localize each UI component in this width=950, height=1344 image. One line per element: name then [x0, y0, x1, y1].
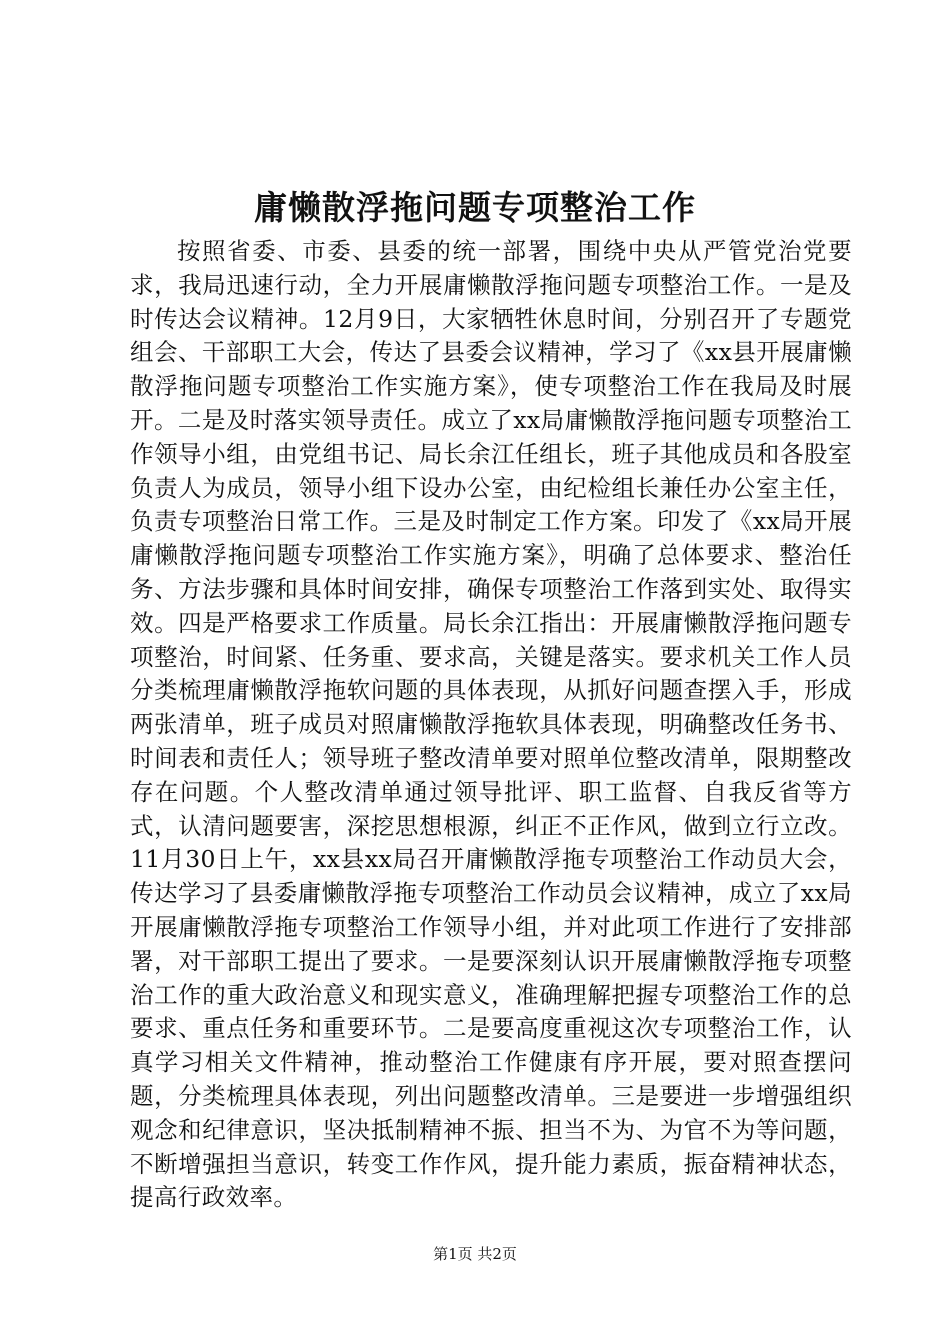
document-title: 庸懒散浮拖问题专项整治工作: [254, 188, 696, 227]
page-footer: 第1页 共2页: [433, 1245, 517, 1263]
document-body: 按照省委、市委、县委的统一部署，围绕中央从严管党治党要求，我局迅速行动，全力开展庸懒散浮拖问题专项整治工作。一是及时传达会议精神。12月9日，大家牺牲休息时间，分别召开了专题党组会、干部职工大会，传达了县委会议精神，学习了《xx县开展庸懒散浮拖问题专项整治工作实施方案》，使专项整治工作在我局及时展开。二是及时落实领导责任。成立了xx局庸懒散浮拖问题专项整治工作领导小组，由党组书记、局长余江任组长，班子其他成员和各股室负责人为成员，领导小组下设办公室，由纪检组长兼任办公室主任，负责专项整治日常工作。三是及时制定工作方案。印发了《xx局开展庸懒散浮拖问题专项整治工作实施方案》，明确了总体要求、整治任务、方法步骤和具体时间安排，确保专项整治工作落到实处、取得实效。四是严格要求工作质量。局长余江指出：开展庸懒散浮拖问题专项整治，时间紧、任务重、要求高，关键是落实。要求机关工作人员分类梳理庸懒散浮拖软问题的具体表现，从抓好问题查摆入手，形成两张清单，班子成员对照庸懒散浮拖软具体表现，明确整改任务书、时间表和责任人；领导班子整改清单要对照单位整改清单，限期整改存在问题。个人整改清单通过领导批评、职工监督、自我反省等方式，认清问题要害，深挖思想根源，纠正不正作风，做到立行立改。11月30日上午，xx县xx局召开庸懒散浮拖专项整治工作动员大会，传达学习了县委庸懒散浮拖专项整治工作动员会议精神，成立了xx局开展庸懒散浮拖专项整治工作领导小组，并对此项工作进行了安排部署，对干部职工提出了要求。一是要深刻认识开展庸懒散浮拖专项整治工作的重大政治意义和现实意义，准确理解把握专项整治工作的总要求、重点任务和重要环节。二是要高度重视这次专项整治工作，认真学习相关文件精神，推动整治工作健康有序开展，要对照查摆问题，分类梳理具体表现，列出问题整改清单。三是要进一步增强组织观念和纪律意识，坚决抵制精神不振、担当不为、为官不为等问题，不断增强担当意识，转变工作作风，提升能力素质，振奋精神状态，提高行政效率。: [130, 237, 852, 1212]
